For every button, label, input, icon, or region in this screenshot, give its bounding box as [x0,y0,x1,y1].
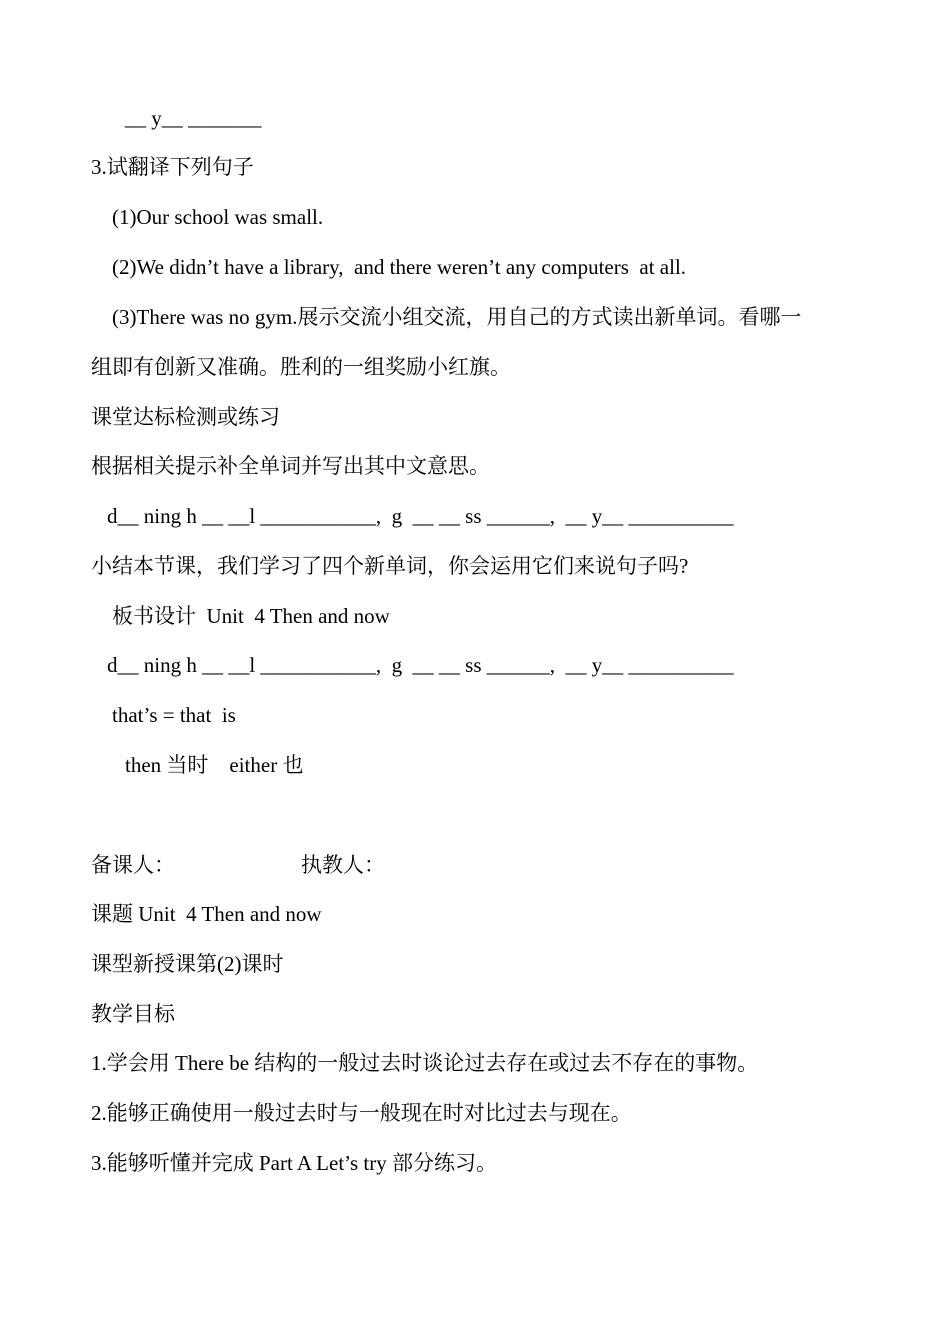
sentence-1: (1)Our school was small. [112,205,324,229]
objective-1: 1.学会用 There be 结构的一般过去时谈论过去存在或过去不存在的事物。 [91,1051,759,1075]
lesson-type: 课型新授课第(2)课时 [91,952,284,976]
objective-3: 3.能够听懂并完成 Part A Let’s try 部分练习。 [91,1151,497,1175]
objective-2: 2.能够正确使用一般过去时与一般现在时对比过去与现在。 [91,1101,632,1125]
board-design-title: 板书设计 Unit 4 Then and now [112,604,390,628]
sentence-2: (2)We didn’t have a library, and there weren’t any computers at all. [112,255,687,279]
contraction-note: that’s = that is [112,703,236,727]
preparer-teacher-line: 备课人： 执教人： [91,853,385,877]
blank-words-line: d__ ning h __ __l ___________, g __ __ ss ______, __ y__ __________ [107,504,734,528]
blank-fill-line: __ y__ _______ [125,106,262,130]
section-heading-translate: 3.试翻译下列句子 [91,155,254,179]
lesson-title: 课题 Unit 4 Then and now [91,902,322,926]
objectives-heading: 教学目标 [91,1002,175,1026]
vocabulary-note: then 当时 either 也 [125,753,304,777]
summary-line: 小结本节课，我们学习了四个新单词，你会运用它们来说句子吗? [91,554,689,578]
practice-instruction: 根据相关提示补全单词并写出其中文意思。 [91,454,490,478]
board-blank-words-line: d__ ning h __ __l ___________, g __ __ ss ______, __ y__ __________ [107,653,734,677]
paragraph-continuation: 组即有创新又准确。胜利的一组奖励小红旗。 [91,355,511,379]
sentence-3: (3)There was no gym.展示交流小组交流，用自己的方式读出新单词。看哪一 [112,305,802,329]
section-heading-practice: 课堂达标检测或练习 [91,405,280,429]
